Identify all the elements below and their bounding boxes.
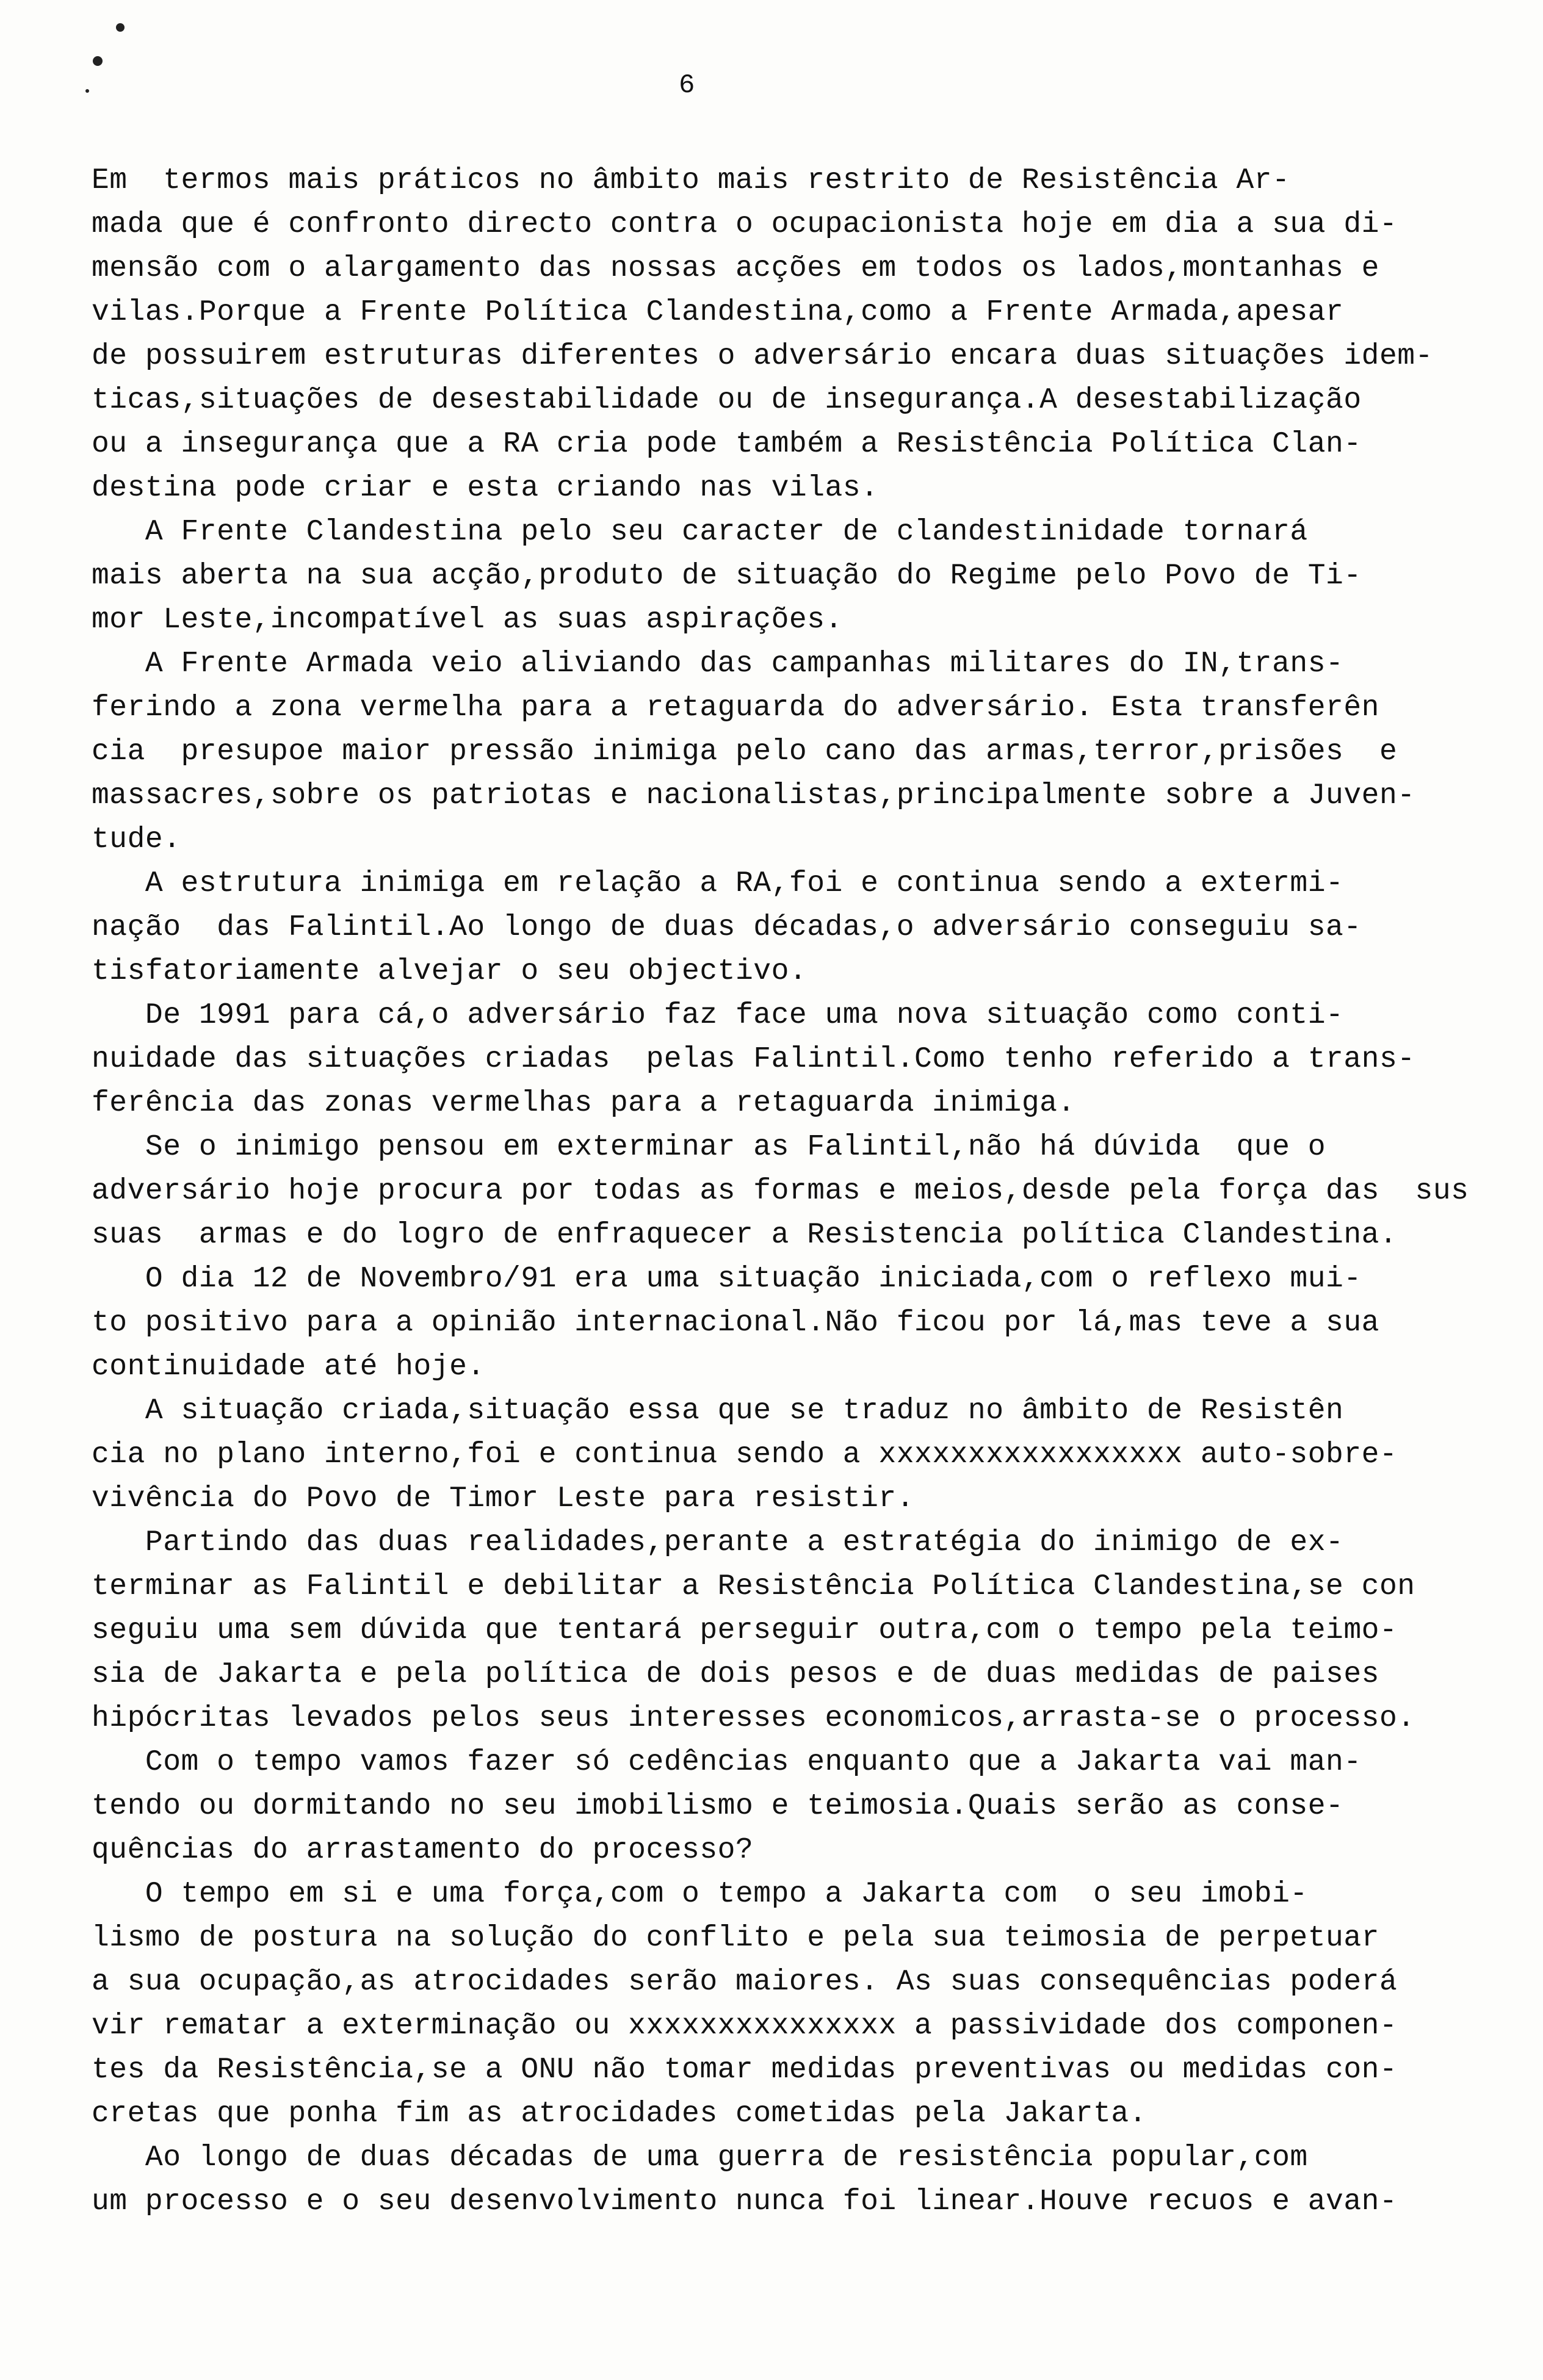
text-line: nação das Falintil.Ao longo de duas décadas,o adversário conseguiu sa- [92, 911, 1362, 944]
ink-speck [93, 56, 103, 66]
text-line: A situação criada,situação essa que se traduz no âmbito de Resistên [92, 1394, 1344, 1427]
ink-speck [116, 23, 125, 32]
text-line: quências do arrastamento do processo? [92, 1834, 754, 1867]
text-line: vir rematar a exterminação ou xxxxxxxxxxxxxxx a passividade dos componen- [92, 2010, 1398, 2043]
text-line: mais aberta na sua acção,produto de situação do Regime pelo Povo de Ti- [92, 560, 1362, 593]
text-line: Em termos mais práticos no âmbito mais restrito de Resistência Ar- [92, 164, 1290, 197]
text-line: massacres,sobre os patriotas e nacionalistas,principalmente sobre a Juven- [92, 779, 1415, 812]
text-line: Com o tempo vamos fazer só cedências enquanto que a Jakarta vai man- [92, 1746, 1362, 1779]
text-line: destina pode criar e esta criando nas vilas. [92, 472, 879, 505]
text-line: um processo e o seu desenvolvimento nunca foi linear.Houve recuos e avan- [92, 2185, 1398, 2218]
text-line: to positivo para a opinião internacional.Não ficou por lá,mas teve a sua [92, 1307, 1379, 1340]
text-line: cia presupoe maior pressão inimiga pelo cano das armas,terror,prisões e [92, 735, 1398, 768]
text-line: cretas que ponha fim as atrocidades cometidas pela Jakarta. [92, 2097, 1147, 2130]
text-line: hipócritas levados pelos seus interesses economicos,arrasta-se o processo. [92, 1702, 1415, 1735]
ink-speck [85, 89, 89, 93]
text-line: ferência das zonas vermelhas para a retaguarda inimiga. [92, 1087, 1075, 1120]
text-line: mor Leste,incompatível as suas aspirações. [92, 604, 843, 636]
text-line: Partindo das duas realidades,perante a estratégia do inimigo de ex- [92, 1526, 1344, 1559]
text-line: ferindo a zona vermelha para a retaguarda do adversário. Esta transferên [92, 691, 1379, 724]
text-line: O dia 12 de Novembro/91 era uma situação iniciada,com o reflexo mui- [92, 1263, 1362, 1296]
text-line: vivência do Povo de Timor Leste para resistir. [92, 1482, 915, 1515]
text-line: adversário hoje procura por todas as formas e meios,desde pela força das sus [92, 1175, 1469, 1208]
text-line: a sua ocupação,as atrocidades serão maiores. As suas consequências poderá [92, 1966, 1398, 1999]
text-line: suas armas e do logro de enfraquecer a Resistencia política Clandestina. [92, 1219, 1398, 1252]
text-line: nuidade das situações criadas pelas Falintil.Como tenho referido a trans- [92, 1043, 1415, 1076]
text-line: tude. [92, 823, 181, 856]
text-line: mensão com o alargamento das nossas acções em todos os lados,montanhas e [92, 252, 1379, 285]
page-number: 6 [679, 70, 695, 101]
text-line: tendo ou dormitando no seu imobilismo e teimosia.Quais serão as conse- [92, 1790, 1344, 1823]
text-line: terminar as Falintil e debilitar a Resistência Política Clandestina,se con [92, 1570, 1415, 1603]
text-line: lismo de postura na solução do conflito e pela sua teimosia de perpetuar [92, 1922, 1379, 1955]
text-line: ou a insegurança que a RA cria pode também a Resistência Política Clan- [92, 428, 1362, 461]
text-line: cia no plano interno,foi e continua sendo a xxxxxxxxxxxxxxxxx auto-sobre- [92, 1438, 1398, 1471]
text-line: A Frente Clandestina pelo seu caracter de clandestinidade tornará [92, 516, 1308, 549]
text-line: de possuirem estruturas diferentes o adversário encara duas situações idem- [92, 340, 1433, 373]
text-line: A Frente Armada veio aliviando das campanhas militares do IN,trans- [92, 647, 1344, 680]
text-line: tisfatoriamente alvejar o seu objectivo. [92, 955, 808, 988]
text-line: O tempo em si e uma força,com o tempo a Jakarta com o seu imobi- [92, 1878, 1308, 1911]
text-line: Se o inimigo pensou em exterminar as Falintil,não há dúvida que o [92, 1131, 1326, 1164]
text-line: A estrutura inimiga em relação a RA,foi e continua sendo a extermi- [92, 867, 1344, 900]
text-line: tes da Resistência,se a ONU não tomar medidas preventivas ou medidas con- [92, 2054, 1398, 2086]
text-line: sia de Jakarta e pela política de dois pesos e de duas medidas de paises [92, 1658, 1379, 1691]
text-line: continuidade até hoje. [92, 1350, 485, 1383]
text-line: ticas,situações de desestabilidade ou de insegurança.A desestabilização [92, 384, 1362, 417]
text-line: vilas.Porque a Frente Política Clandestina,como a Frente Armada,apesar [92, 296, 1344, 329]
text-line: mada que é confronto directo contra o ocupacionista hoje em dia a sua di- [92, 208, 1398, 241]
text-line: seguiu uma sem dúvida que tentará perseguir outra,com o tempo pela teimo- [92, 1614, 1398, 1647]
text-line: Ao longo de duas décadas de uma guerra de resistência popular,com [92, 2141, 1308, 2174]
text-line: De 1991 para cá,o adversário faz face uma nova situação como conti- [92, 999, 1344, 1032]
